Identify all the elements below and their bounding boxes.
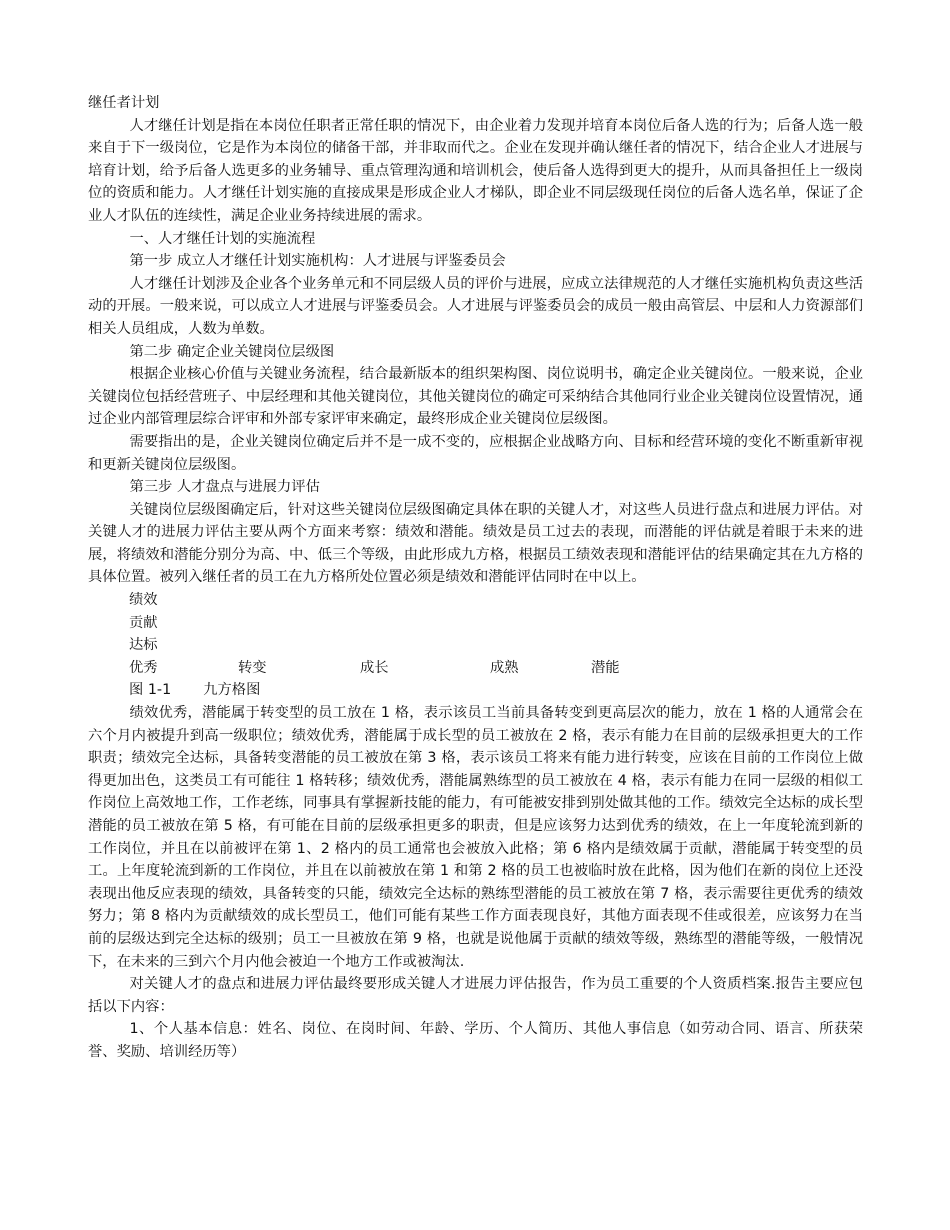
intro-paragraph: 人才继任计划是指在本岗位任职者正常任职的情况下，由企业着力发现并培育本岗位后备人选的行为；后备人选一般来自于下一级岗位，它是作为本岗位的储备干部，并非取而代之。企业在发现并确认继任者的情况下，结合企业人才进展与培育计划，给予后备人选更多的业务辅导、重点管理沟通和培训机会，使后备人选得到更大的提升，从而具备担任上一级岗位的资质和能力。人才继任计划实施的直接成果是形成企业人才梯队，即企业不同层级现任岗位的后备人选名单，保证了企业人才队伍的连续性，满足企业业务持续进展的需求。 bbox=[88, 117, 863, 224]
figure-caption bbox=[88, 679, 863, 702]
figure-title: 九方格图 bbox=[203, 682, 261, 699]
document-title: 继任者计划 bbox=[88, 95, 160, 111]
grid-label-meets: 达标 bbox=[129, 637, 158, 654]
section-heading: 一、人才继任计划的实施流程 bbox=[129, 230, 316, 247]
grid-label-row bbox=[88, 657, 863, 680]
report-item-1: 1、个人基本信息：姓名、岗位、在岗时间、年龄、学历、个人简历、其他人事信息（如劳动合同、语言、所获荣誉、奖励、培训经历等） bbox=[88, 1021, 863, 1060]
grid-label-potential: 潜能 bbox=[591, 659, 620, 676]
step3-heading: 第三步 人才盘点与进展力评估 bbox=[129, 479, 320, 496]
grid-label-mature: 成熟 bbox=[490, 659, 519, 676]
report-intro-paragraph: 对关键人才的盘点和进展力评估最终要形成关键人才进展力评估报告，作为员工重要的个人资质档案.报告主要应包括以下内容： bbox=[88, 976, 863, 1015]
step2-note-paragraph: 需要指出的是，企业关键岗位确定后并不是一成不变的，应根据企业战略方向、目标和经营环境的变化不断重新审视和更新关键岗位层级图。 bbox=[88, 433, 863, 473]
step2-heading: 第二步 确定企业关键岗位层级图 bbox=[129, 343, 335, 360]
grid-label-transform: 转变 bbox=[238, 659, 267, 676]
grid-label-growth: 成长 bbox=[360, 659, 389, 676]
figure-number: 图 1-1 bbox=[129, 682, 172, 699]
nine-box-grid-labels bbox=[88, 589, 863, 702]
step1-heading: 第一步 成立人才继任计划实施机构：人才进展与评鉴委员会 bbox=[129, 253, 506, 270]
grid-label-contribution: 贡献 bbox=[129, 614, 158, 631]
step1-paragraph: 人才继任计划涉及企业各个业务单元和不同层级人员的评价与进展，应成立法律规范的人才继任实施机构负责这些活动的开展。一般来说，可以成立人才进展与评鉴委员会。人才进展与评鉴委员会的成员一般由高管层、中层和人力资源部们相关人员组成，人数为单数。 bbox=[88, 275, 863, 337]
step2-paragraph: 根据企业核心价值与关键业务流程，结合最新版本的组织架构图、岗位说明书，确定企业关键岗位。一般来说，企业关键岗位包括经营班子、中层经理和其他关键岗位，其他关键岗位的确定可采纳结合其他同行业企业关键岗位设置情况，通过企业内部管理层综合评审和外部专家评审来确定，最终形成企业关键岗位层级图。 bbox=[88, 366, 863, 428]
document-body bbox=[88, 92, 863, 1064]
step3-paragraph: 关键岗位层级图确定后，针对这些关键岗位层级图确定具体在职的关键人才，对这些人员进行盘点和进展力评估。对关键人才的进展力评估主要从两个方面来考察：绩效和潜能。绩效是员工过去的表现，而潜能的评估就是着眼于未来的进展，将绩效和潜能分别分为高、中、低三个等级，由此形成九方格，根据员工绩效表现和潜能评估的结果确定其在九方格的具体位置。被列入继任者的员工在九方格所处位置必须是绩效和潜能评估同时在中以上。 bbox=[88, 501, 863, 586]
grid-label-excellent: 优秀 bbox=[129, 659, 158, 676]
nine-box-paragraph: 绩效优秀，潜能属于转变型的员工放在 1 格，表示该员工当前具备转变到更高层次的能力，放在 1 格的人通常会在六个月内被提升到高一级职位；绩效优秀，潜能属于成长型的员工被放在 2 格，表示有能力在目前的层级承担更大的工作职责；绩效完全达标，具备转变潜能的员工被放在第 3 格，表示该员工将来有能力进行转变，应该在目前的工作岗位上做得更加出色，这类员工有可能往 1 格转移；绩效优秀，潜能属熟练型的员工被放在 4 格，表示有能力在同一层级的相似工作岗位上高效地工作，工作老练，同事具有掌握新技能的能力，有可能被安排到别处做其他的工作。绩效完全达标的成长型潜能的员工被放在第 5 格，有可能在目前的层级承担更多的职责，但是应该努力达到优秀的绩效，在上一年度轮流到新的工作岗位，并且在以前被评在第 1、2 格内的员工通常也会被放入此格；第 6 格内是绩效属于贡献，潜能属于转变型的员工。上年度轮流到新的工作岗位，并且在以前被放在第 1 和第 2 格的员工也被临时放在此格，因为他们在新的岗位上还没表现出他反应表现的绩效，具备转变的只能，绩效完全达标的熟练型潜能的员工被放在第 7 格，表示需要往更优秀的绩效努力；第 8 格内为贡献绩效的成长型员工，他们可能有某些工作方面表现良好，其他方面表现不佳或很差，应该努力在当前的层级达到完全达标的级别；员工一旦被放在第 9 格，也就是说他属于贡献的绩效等级，熟练型的潜能等级，一般情况下，在未来的三到六个月内他会被迫一个地方工作或被淘汰. bbox=[88, 705, 863, 970]
grid-label-performance: 绩效 bbox=[129, 592, 158, 609]
